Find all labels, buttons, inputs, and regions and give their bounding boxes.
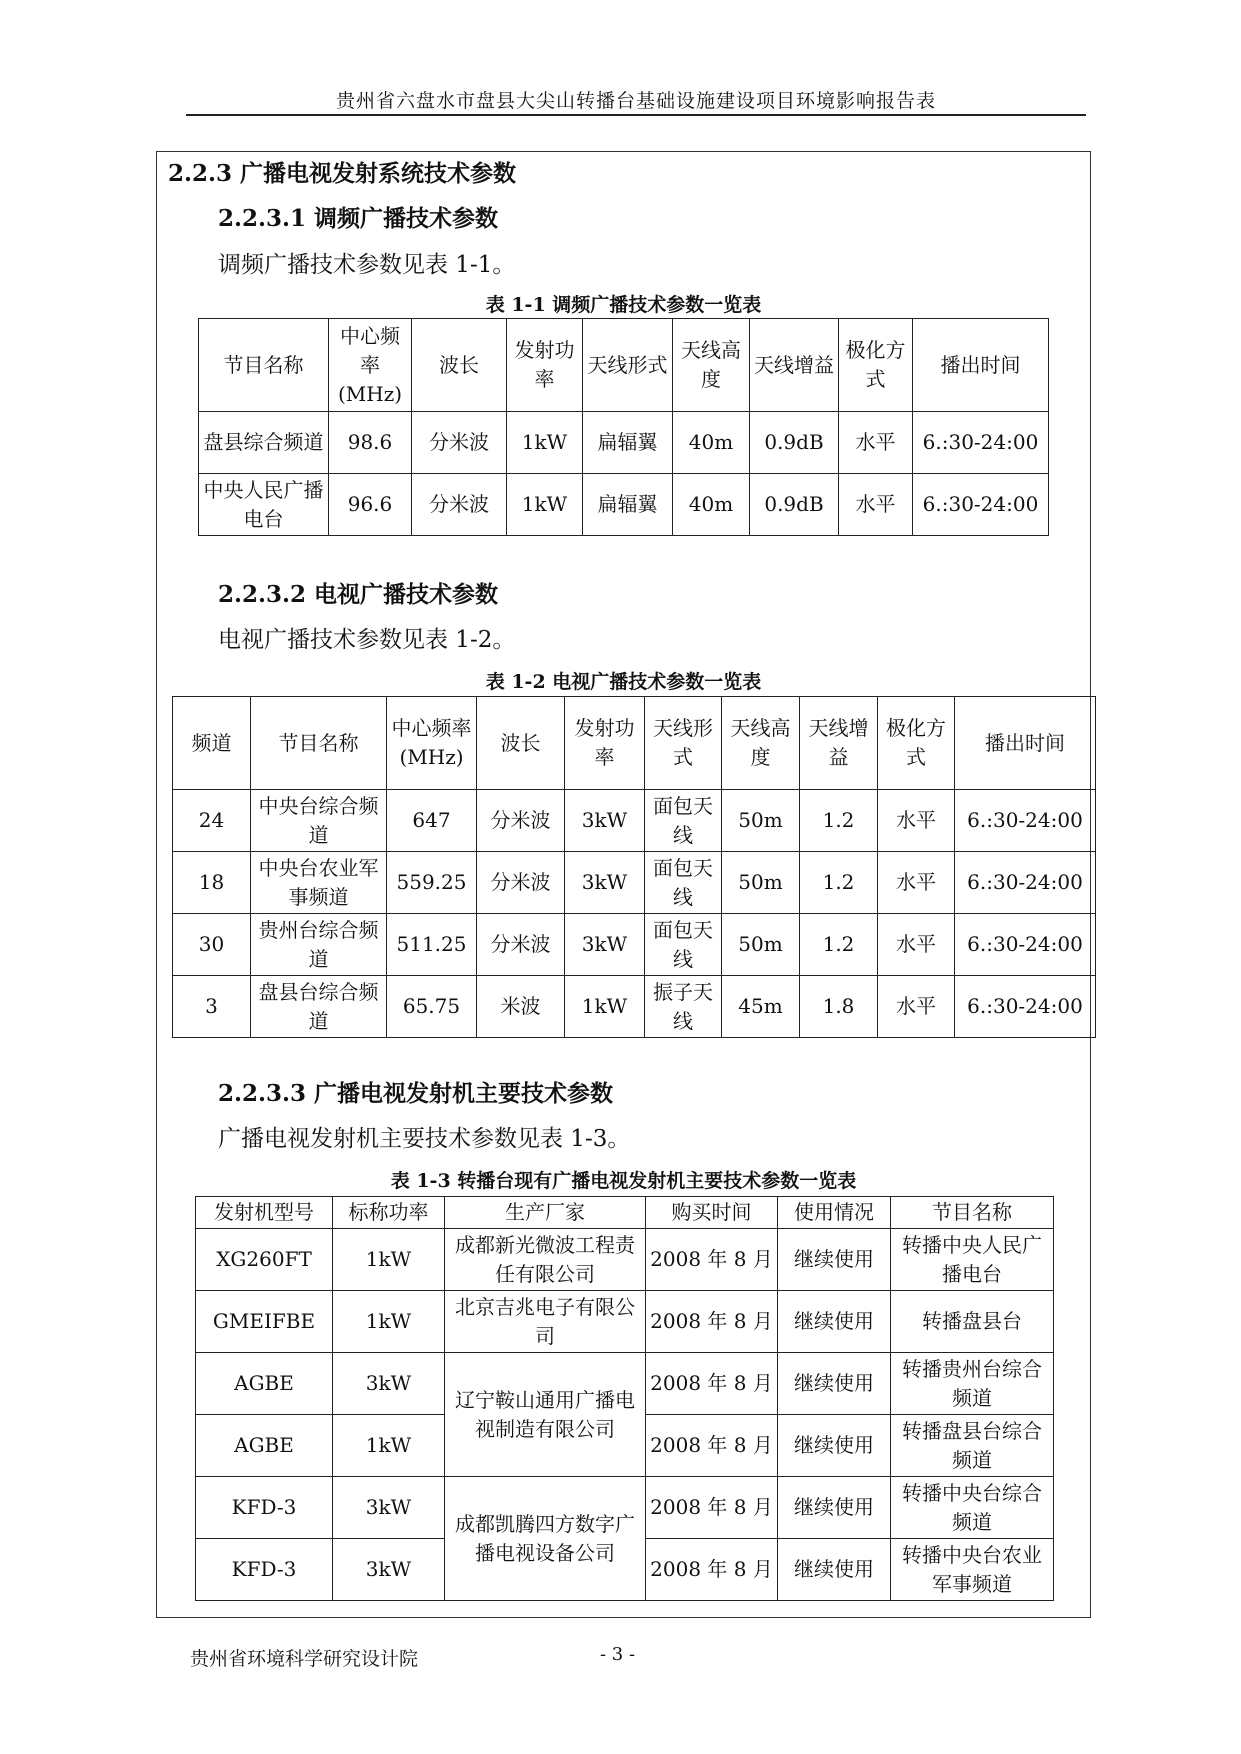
tv-table-header-row [173,697,1096,790]
tv-col-header: 天线高度 [722,697,800,790]
table-cell: 继续使用 [778,1415,891,1477]
table-cell: 18 [173,852,251,914]
table-cell: 50m [722,914,800,976]
table-cell: 6.:30-24:00 [913,474,1049,536]
tv-col-header: 发射功率 [565,697,645,790]
tx-col-header: 节目名称 [891,1197,1054,1229]
tx-col-header: 生产厂家 [445,1197,646,1229]
table-cell: 0.9dB [750,474,839,536]
fm-col-header: 发射功率 [507,319,583,412]
table-cell: 贵州台综合频道 [251,914,387,976]
header-rule [186,114,1086,116]
table-cell: 分米波 [412,412,507,474]
fm-col-header: 天线增益 [750,319,839,412]
fm-table [198,318,1049,536]
table-cell: 3kW [565,914,645,976]
fm-col-header: 极化方式 [839,319,913,412]
table-cell: 0.9dB [750,412,839,474]
table-cell: 中央台农业军事频道 [251,852,387,914]
table-cell: 米波 [477,976,565,1038]
table-cell: 1kW [507,474,583,536]
table-cell: 继续使用 [778,1477,891,1539]
tv-col-header: 节目名称 [251,697,387,790]
table-cell: 3kW [333,1477,445,1539]
fm-col-header: 天线高度 [673,319,750,412]
table-cell: 2008 年 8 月 [646,1415,778,1477]
table-cell: 1kW [333,1229,445,1291]
tv-col-header: 播出时间 [955,697,1096,790]
table-row [173,852,1096,914]
table-cell: 45m [722,976,800,1038]
table-cell: 水平 [878,790,955,852]
table-cell: 振子天线 [645,976,722,1038]
tx-col-header: 使用情况 [778,1197,891,1229]
table-cell: 转播盘县台 [891,1291,1054,1353]
tx-intro: 广播电视发射机主要技术参数见表 1-3。 [218,1126,631,1152]
table-cell: 1.8 [800,976,878,1038]
table-cell: 559.25 [387,852,477,914]
footer-organization: 贵州省环境科学研究设计院 [190,1648,419,1670]
tx-heading: 2.2.3.3 广播电视发射机主要技术参数 [218,1080,614,1107]
table-cell: 继续使用 [778,1229,891,1291]
fm-intro: 调频广播技术参数见表 1-1。 [218,252,516,278]
table-cell: GMEIFBE [196,1291,333,1353]
fm-table-caption: 表 1-1 调频广播技术参数一览表 [485,294,762,316]
table-cell: 40m [673,412,750,474]
table-cell: 面包天线 [645,790,722,852]
table-cell: 1.2 [800,790,878,852]
table-cell: 6.:30-24:00 [913,412,1049,474]
table-cell: 647 [387,790,477,852]
fm-col-header: 中心频率(MHz) [329,319,412,412]
table-cell: 盘县台综合频道 [251,976,387,1038]
tv-col-header: 频道 [173,697,251,790]
table-cell: 分米波 [477,790,565,852]
table-cell: 水平 [878,914,955,976]
table-cell: KFD-3 [196,1539,333,1601]
table-cell: AGBE [196,1353,333,1415]
table-cell: 1.2 [800,852,878,914]
table-cell: 2008 年 8 月 [646,1291,778,1353]
table-cell: 2008 年 8 月 [646,1477,778,1539]
table-cell: 2008 年 8 月 [646,1353,778,1415]
running-header: 贵州省六盘水市盘县大尖山转播台基础设施建设项目环境影响报告表 [335,90,936,112]
table-row [173,914,1096,976]
table-cell: 6.:30-24:00 [955,976,1096,1038]
table-cell: 6.:30-24:00 [955,852,1096,914]
table-cell: 3kW [333,1353,445,1415]
table-cell: 转播贵州台综合频道 [891,1353,1054,1415]
table-cell: 分米波 [412,474,507,536]
table-cell: 1kW [333,1291,445,1353]
table-cell: 511.25 [387,914,477,976]
table-cell: 转播中央台农业军事频道 [891,1539,1054,1601]
tx-table-caption: 表 1-3 转播台现有广播电视发射机主要技术参数一览表 [390,1170,857,1192]
tv-col-header: 波长 [477,697,565,790]
table-cell: 分米波 [477,914,565,976]
table-cell: 50m [722,852,800,914]
table-row [199,474,1049,536]
table-cell: 面包天线 [645,852,722,914]
table-cell: 98.6 [329,412,412,474]
table-cell: KFD-3 [196,1477,333,1539]
table-cell: 3kW [565,790,645,852]
tv-col-header: 中心频率(MHz) [387,697,477,790]
table-cell: 1kW [565,976,645,1038]
table-cell: 扁辐翼 [583,412,673,474]
table-cell: 水平 [839,412,913,474]
table-cell: 水平 [878,976,955,1038]
tx-col-header: 发射机型号 [196,1197,333,1229]
tx-col-header: 标称功率 [333,1197,445,1229]
table-cell: 3 [173,976,251,1038]
table-cell: 继续使用 [778,1291,891,1353]
table-cell: 3kW [333,1539,445,1601]
table-row [196,1291,1054,1353]
tv-heading: 2.2.3.2 电视广播技术参数 [218,581,499,608]
section-heading: 2.2.3 广播电视发射系统技术参数 [168,160,517,187]
table-cell: 成都凯腾四方数字广播电视设备公司 [445,1477,646,1601]
fm-table-header-row [199,319,1049,412]
table-cell: 3kW [565,852,645,914]
table-cell: 面包天线 [645,914,722,976]
tv-col-header: 天线形式 [645,697,722,790]
table-cell: 中央人民广播电台 [199,474,329,536]
table-cell: 分米波 [477,852,565,914]
table-cell: 24 [173,790,251,852]
table-row [196,1353,1054,1415]
tx-table-header-row [196,1197,1054,1229]
table-cell: 6.:30-24:00 [955,790,1096,852]
table-cell: 辽宁鞍山通用广播电视制造有限公司 [445,1353,646,1477]
tv-table-caption: 表 1-2 电视广播技术参数一览表 [485,671,762,693]
table-cell: AGBE [196,1415,333,1477]
table-cell: 50m [722,790,800,852]
table-row [196,1477,1054,1539]
table-cell: 盘县综合频道 [199,412,329,474]
tv-col-header: 极化方式 [878,697,955,790]
table-cell: 水平 [839,474,913,536]
table-row [173,790,1096,852]
table-row [199,412,1049,474]
table-cell: 扁辐翼 [583,474,673,536]
table-cell: 65.75 [387,976,477,1038]
table-cell: 6.:30-24:00 [955,914,1096,976]
table-cell: 中央台综合频道 [251,790,387,852]
table-cell: XG260FT [196,1229,333,1291]
table-cell: 继续使用 [778,1353,891,1415]
tx-table [195,1196,1054,1601]
table-row [173,976,1096,1038]
table-cell: 北京吉兆电子有限公司 [445,1291,646,1353]
table-cell: 转播中央台综合频道 [891,1477,1054,1539]
tx-col-header: 购买时间 [646,1197,778,1229]
fm-col-header: 天线形式 [583,319,673,412]
table-cell: 成都新光微波工程责任有限公司 [445,1229,646,1291]
table-cell: 水平 [878,852,955,914]
table-cell: 1kW [507,412,583,474]
tv-col-header: 天线增益 [800,697,878,790]
table-cell: 2008 年 8 月 [646,1229,778,1291]
tv-intro: 电视广播技术参数见表 1-2。 [218,627,516,653]
table-cell: 96.6 [329,474,412,536]
table-cell: 转播中央人民广播电台 [891,1229,1054,1291]
tv-table [172,696,1096,1038]
table-cell: 继续使用 [778,1539,891,1601]
table-cell: 1kW [333,1415,445,1477]
fm-col-header: 节目名称 [199,319,329,412]
table-cell: 30 [173,914,251,976]
table-cell: 2008 年 8 月 [646,1539,778,1601]
page-number: - 3 - [600,1644,636,1665]
fm-col-header: 波长 [412,319,507,412]
table-row [196,1229,1054,1291]
fm-heading: 2.2.3.1 调频广播技术参数 [218,205,499,232]
table-cell: 40m [673,474,750,536]
table-cell: 1.2 [800,914,878,976]
table-cell: 转播盘县台综合频道 [891,1415,1054,1477]
fm-col-header: 播出时间 [913,319,1049,412]
